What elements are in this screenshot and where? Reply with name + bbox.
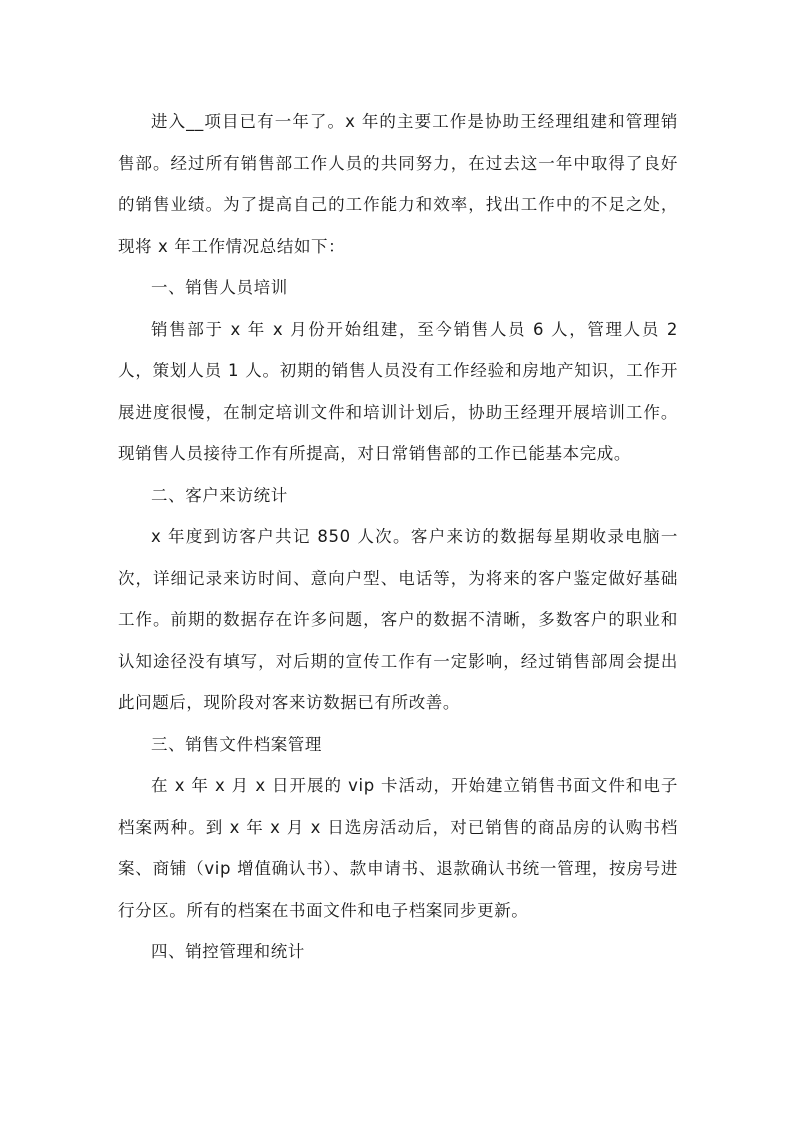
section-heading-visits: 二、客户来访统计 — [151, 485, 288, 505]
section-heading-archives: 三、销售文件档案管理 — [151, 734, 322, 754]
section-paragraph-archives: 在 x 年 x 月 x 日开展的 vip 卡活动，开始建立销售书面文件和电子档案两种。到 x 年 x 月 x 日选房活动后，对已销售的商品房的认购书档案、商铺（vip 增值确认书）、款申请书、退款确认书统一管理，按房号进行分区。所有的档案在书面文件和电子档案同步更新。 — [118, 776, 678, 920]
section-heading-training: 一、销售人员培训 — [151, 278, 288, 297]
section-paragraph-visits: x 年度到访客户共记 850 人次。客户来访的数据每星期收录电脑一次，详细记录来访时间、意向户型、电话等，为将来的客户鉴定做好基础工作。前期的数据存在许多问题，客户的数据不清晰，多数客户的职业和认知途径没有填写，对后期的宣传工作有一定影响，经过销售部周会提出此问题后，现阶段对客来访数据已有所改善。 — [118, 527, 678, 712]
section-paragraph-training: 销售部于 x 年 x 月份开始组建，至今销售人员 6 人，管理人员 2 人，策划人员 1 人。初期的销售人员没有工作经验和房地产知识，工作开展进度很慢，在制定培训文件和培训计划后，协助王经理开展培训工作。现销售人员接待工作有所提高，对日常销售部的工作已能基本完成。 — [118, 319, 678, 463]
document-body — [118, 101, 678, 973]
section-heading-sales-control: 四、销控管理和统计 — [151, 942, 305, 961]
intro-paragraph: 进入__项目已有一年了。x 年的主要工作是协助王经理组建和管理销售部。经过所有销售部工作人员的共同努力，在过去这一年中取得了良好的销售业绩。为了提高自己的工作能力和效率，找出工作中的不足之处，现将 x 年工作情况总结如下： — [118, 112, 678, 256]
